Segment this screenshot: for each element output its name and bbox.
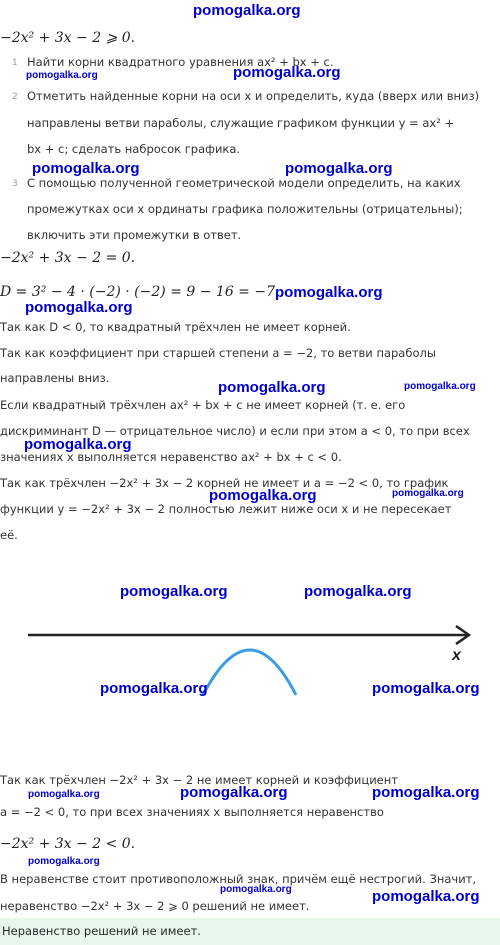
- body-line: её.: [0, 528, 18, 542]
- watermark: pomogalka.org: [24, 436, 132, 453]
- conclusion-line: Так как трёхчлен −2x² + 3x − 2 не имеет корней и коэффициент: [0, 773, 398, 787]
- watermark: pomogalka.org: [180, 784, 288, 801]
- watermark: pomogalka.org: [220, 884, 292, 895]
- body-line: Если квадратный трёхчлен ax² + bx + c не имеет корней (т. е. его: [0, 398, 406, 412]
- equation: −2x² + 3x − 2 = 0.: [0, 250, 136, 266]
- watermark: pomogalka.org: [25, 299, 133, 316]
- step-text: направлены ветви параболы, служащие графиком функции y = ax² +: [27, 116, 455, 130]
- step-number: 1: [12, 58, 18, 68]
- body-line: значениях x выполняется неравенство ax² + bx + c < 0.: [0, 450, 342, 464]
- site-watermark: pomogalka.org: [193, 2, 301, 19]
- x-axis-label: x: [452, 647, 461, 664]
- body-line: Так как D < 0, то квадратный трёхчлен не имеет корней.: [0, 320, 351, 334]
- watermark: pomogalka.org: [404, 381, 476, 392]
- conclusion-line: В неравенстве стоит противоположный знак, причём ещё нестрогий. Значит,: [0, 872, 477, 886]
- step-text: включить эти промежутки в ответ.: [27, 228, 242, 242]
- step-text: промежутках оси x ординаты графика положительны (отрицательны);: [27, 202, 463, 216]
- inequality: −2x² + 3x − 2 ⩾ 0.: [0, 30, 136, 46]
- watermark: pomogalka.org: [275, 284, 383, 301]
- step-text: Найти корни квадратного уравнения ax² + bx + c.: [27, 55, 334, 69]
- watermark: pomogalka.org: [218, 379, 326, 396]
- body-line: дискриминант D — отрицательное число) и если при этом a < 0, то при всех: [0, 424, 470, 438]
- body-line: направлены вниз.: [0, 371, 110, 385]
- conclusion-line: a = −2 < 0, то при всех значениях x выполняется неравенство: [0, 805, 384, 819]
- watermark: pomogalka.org: [26, 70, 98, 81]
- step-text: Отметить найденные корни на оси x и определить, куда (вверх или вниз): [27, 89, 480, 103]
- answer-text: Неравенство решений не имеет.: [2, 924, 201, 938]
- watermark: pomogalka.org: [304, 583, 412, 600]
- watermark: pomogalka.org: [209, 487, 317, 504]
- watermark: pomogalka.org: [372, 888, 480, 905]
- watermark: pomogalka.org: [285, 160, 393, 177]
- watermark: pomogalka.org: [100, 680, 208, 697]
- body-line: Так как трёхчлен −2x² + 3x − 2 корней не имеет и a = −2 < 0, то график: [0, 476, 449, 490]
- watermark: pomogalka.org: [372, 680, 480, 697]
- step-text: bx + c; сделать набросок графика.: [27, 142, 241, 156]
- answer-box: [0, 918, 500, 945]
- watermark: pomogalka.org: [372, 784, 480, 801]
- discriminant: D = 3² − 4 · (−2) · (−2) = 9 − 16 = −7.: [0, 284, 280, 300]
- step-number: 3: [12, 179, 18, 189]
- watermark: pomogalka.org: [392, 488, 464, 499]
- conclusion-inequality: −2x² + 3x − 2 < 0.: [0, 836, 136, 852]
- step-number: 2: [12, 92, 18, 102]
- watermark: pomogalka.org: [28, 789, 100, 800]
- step-text: С помощью полученной геометрической модели определить, на каких: [27, 176, 461, 190]
- body-line: Так как коэффициент при старшей степени a = −2, то ветви параболы: [0, 346, 436, 360]
- conclusion-line: неравенство −2x² + 3x − 2 ⩾ 0 решений не имеет.: [0, 899, 310, 913]
- body-line: функции y = −2x² + 3x − 2 полностью лежит ниже оси x и не пересекает: [0, 502, 452, 516]
- watermark: pomogalka.org: [233, 64, 341, 81]
- watermark: pomogalka.org: [32, 160, 140, 177]
- watermark: pomogalka.org: [28, 856, 100, 867]
- watermark: pomogalka.org: [120, 583, 228, 600]
- parabola-graph: [0, 610, 500, 720]
- parabola-curve: [203, 650, 296, 695]
